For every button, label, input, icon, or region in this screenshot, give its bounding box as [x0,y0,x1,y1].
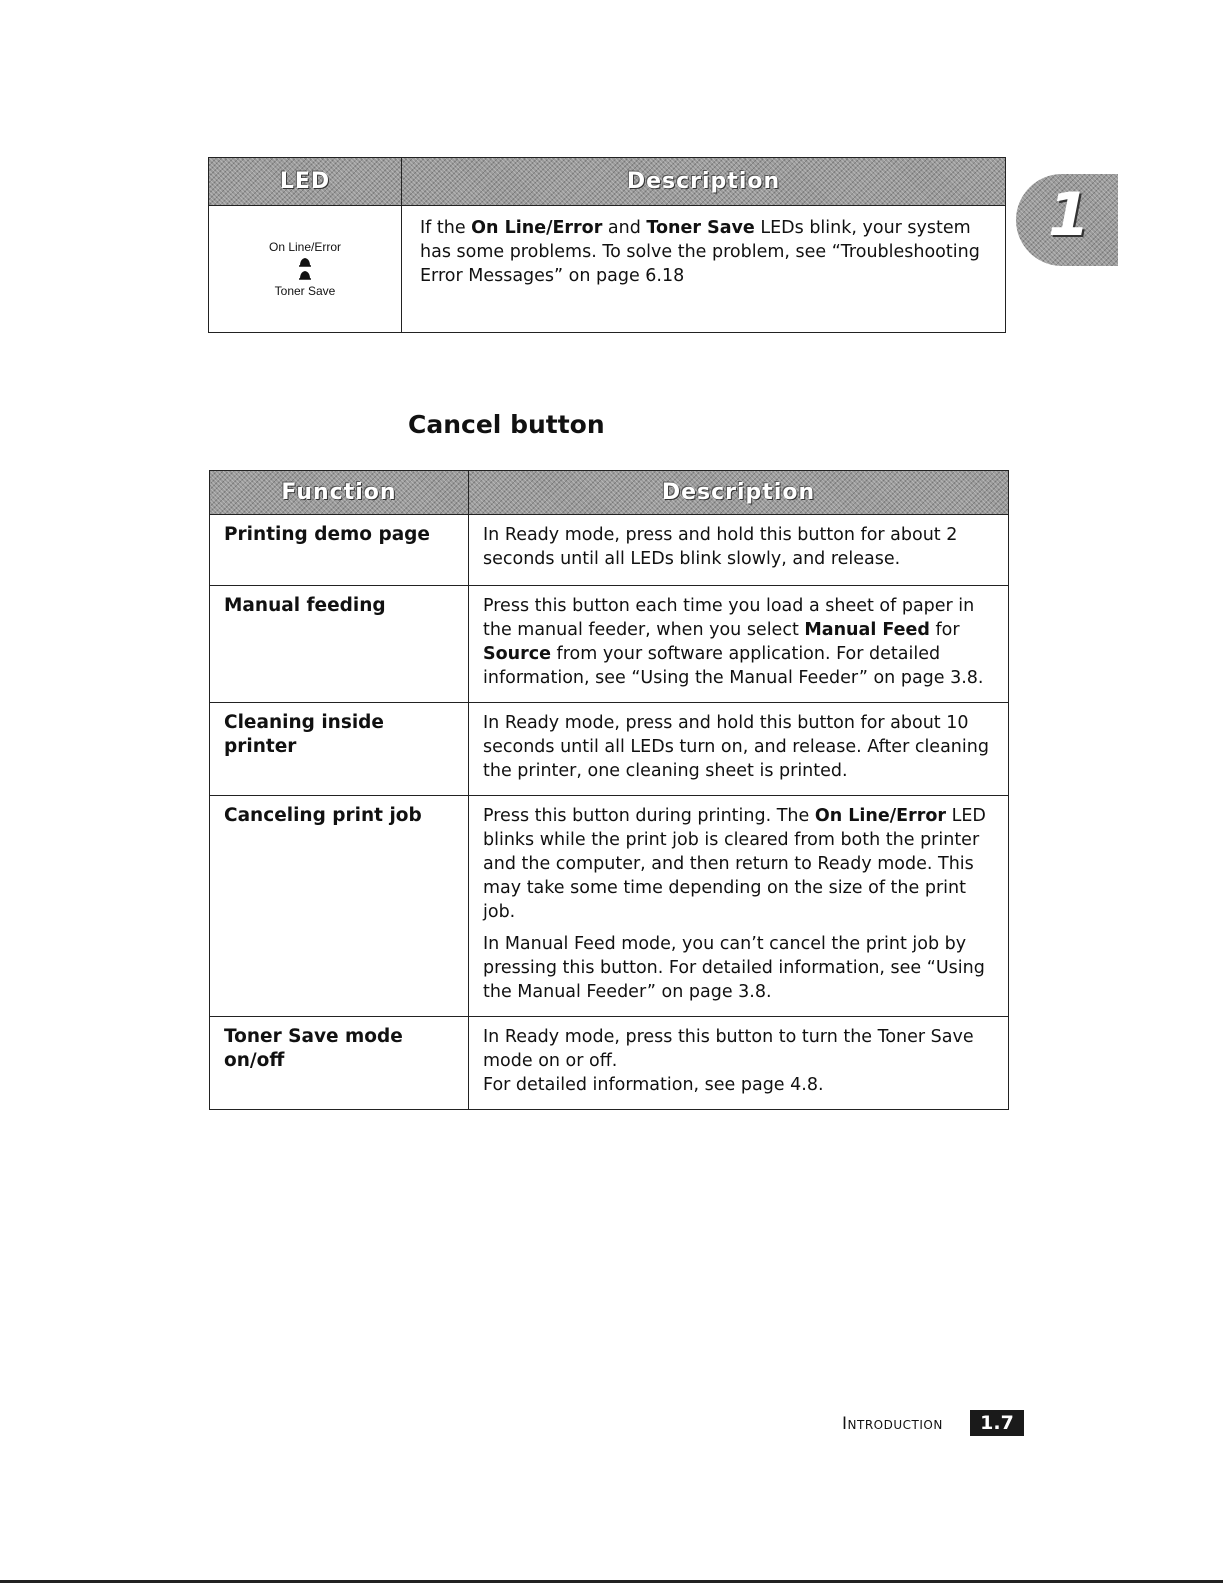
function-header: Function [210,471,469,515]
led-header: LED [209,158,402,206]
function-cell: Printing demo page [210,515,469,586]
chapter-number: 1 [1048,180,1090,250]
description-header: Description [469,471,1009,515]
cancel-button-table [209,470,1009,1110]
table-row [210,515,1009,586]
footer-section-name: Introduction [842,1414,943,1434]
table-row [210,586,1009,703]
description-cell: In Ready mode, press and hold this button for about 10 seconds until all LEDs turn on, and release. After cleaning the printer, one cleaning sheet is printed. [469,703,1009,796]
page-number: 1.7 [970,1410,1024,1436]
led-label-toner-save: Toner Save [274,284,336,298]
chapter-tab [1016,174,1118,266]
led-blink-icon [299,270,311,280]
function-cell: Cleaning inside printer [210,703,469,796]
led-blink-icon [299,257,311,267]
led-label-online-error: On Line/Error [268,240,342,254]
table-row [210,703,1009,796]
bottom-rule [0,1580,1223,1583]
table-row [210,1017,1009,1110]
function-cell: Canceling print job [210,796,469,1017]
description-cell: In Ready mode, press this button to turn the Toner Save mode on or off. For detailed information, see page 4.8. [469,1017,1009,1110]
description-cell: Press this button during printing. The On Line/Error LED blinks while the print job is cleared from both the printer and the computer, and then return to Ready mode. This may take some time depending on the size of the print job. In Manual Feed mode, you can’t cancel the print job by pressing this button. For detailed information, see “Using the Manual Feeder” on page 3.8. [469,796,1009,1017]
section-title: Cancel button [408,410,605,439]
table-row [210,796,1009,1017]
led-description-header: Description [402,158,1006,206]
description-cell: Press this button each time you load a sheet of paper in the manual feeder, when you select Manual Feed for Source from your software application. For detailed information, see “Using the Manual Feeder” on page 3.8. [469,586,1009,703]
led-indicator-cell [209,206,402,333]
function-cell: Manual feeding [210,586,469,703]
function-cell: Toner Save mode on/off [210,1017,469,1110]
led-description-cell: If the On Line/Error and Toner Save LEDs blink, your system has some problems. To solve the problem, see “Troubleshooting Error Messages” on page 6.18 [402,206,1006,333]
description-cell: In Ready mode, press and hold this button for about 2 seconds until all LEDs blink slowly, and release. [469,515,1009,586]
led-table [208,157,1006,333]
